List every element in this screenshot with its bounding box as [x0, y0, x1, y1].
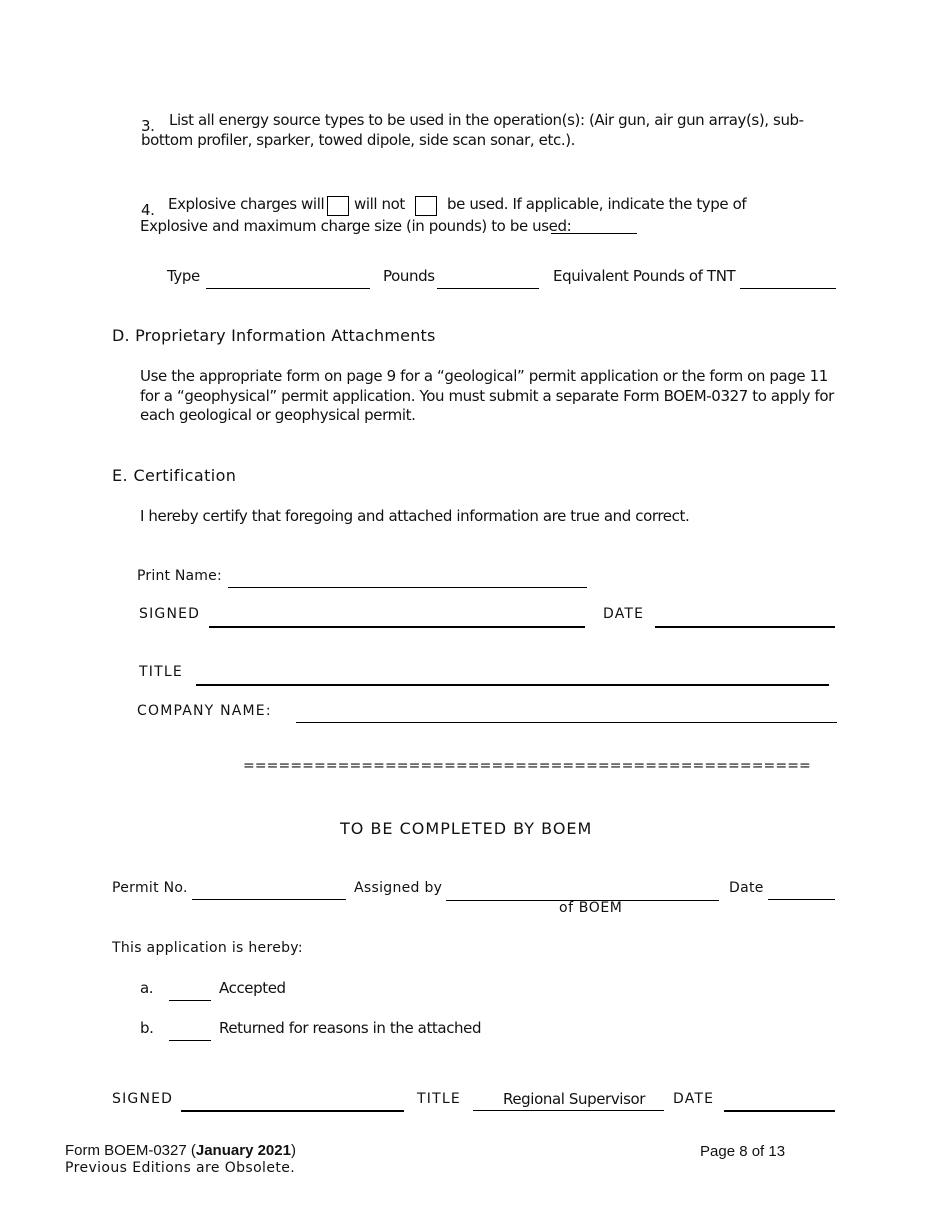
- obsolete-notice: Previous Editions are Obsolete.: [65, 1160, 296, 1176]
- tnt-label: Equivalent Pounds of TNT: [553, 267, 736, 285]
- option-a-letter: a.: [140, 979, 154, 997]
- form-id-text: Form BOEM-0327 (: [65, 1142, 196, 1159]
- title-field[interactable]: [196, 684, 829, 686]
- form-date: January 2021: [195, 1142, 291, 1159]
- certification-statement: I hereby certify that foregoing and attached information are true and correct.: [140, 507, 690, 525]
- signature-field[interactable]: [209, 626, 585, 628]
- form-id: [65, 1142, 296, 1159]
- page-number: Page 8 of 13: [700, 1143, 786, 1160]
- returned-field[interactable]: [169, 1040, 211, 1041]
- boem-title-field: [473, 1110, 664, 1111]
- type-label: Type: [167, 267, 200, 285]
- will-not-checkbox[interactable]: [415, 196, 437, 216]
- boem-heading: TO BE COMPLETED BY BOEM: [340, 819, 593, 838]
- type-field[interactable]: [206, 288, 370, 289]
- boem-date2-label: DATE: [673, 1091, 715, 1107]
- company-name-field[interactable]: [296, 722, 837, 723]
- item4-number: 4.: [141, 201, 155, 219]
- date-label: DATE: [603, 606, 645, 622]
- item4-suffix: be used. If applicable, indicate the type of: [447, 195, 747, 213]
- section-d-heading: D. Proprietary Information Attachments: [112, 326, 436, 345]
- max-charge-field[interactable]: [551, 233, 637, 234]
- boem-date2-field[interactable]: [724, 1110, 835, 1112]
- pounds-label: Pounds: [383, 267, 435, 285]
- item4-prefix: Explosive charges will: [168, 195, 325, 213]
- option-a-text: Accepted: [219, 979, 286, 997]
- accepted-field[interactable]: [169, 1000, 211, 1001]
- section-d-body: Use the appropriate form on page 9 for a “geological” permit application or the form on page 11 for a “geophysical” permit application. You must submit a separate Form BOEM-0327 to apply for each geological or geophysical permit.: [140, 367, 834, 424]
- boem-title-value: Regional Supervisor: [503, 1090, 646, 1108]
- option-b-letter: b.: [140, 1019, 154, 1037]
- item3-number: 3.: [141, 117, 155, 135]
- item3-text: List all energy source types to be used in the operation(s): (Air gun, air gun array(s), sub-bottom profiler, sparker, towed dipole, side scan sonar, etc.).: [141, 111, 804, 149]
- boem-date-label: Date: [729, 880, 764, 896]
- tnt-field[interactable]: [740, 288, 836, 289]
- boem-date-field[interactable]: [768, 899, 835, 900]
- assigned-by-label: Assigned by: [354, 880, 443, 896]
- separator: ================================================: [243, 758, 811, 774]
- hereby-label: This application is hereby:: [112, 940, 303, 956]
- print-name-label: Print Name:: [137, 568, 222, 584]
- print-name-field[interactable]: [228, 587, 587, 588]
- title-label: TITLE: [139, 664, 183, 680]
- of-boem-label: of BOEM: [559, 900, 623, 916]
- permit-no-field[interactable]: [192, 899, 346, 900]
- will-checkbox[interactable]: [327, 196, 349, 216]
- signed-label: SIGNED: [139, 606, 201, 622]
- date-field[interactable]: [655, 626, 835, 628]
- company-name-label: COMPANY NAME:: [137, 703, 272, 719]
- boem-title-label: TITLE: [417, 1091, 461, 1107]
- pounds-field[interactable]: [437, 288, 539, 289]
- permit-no-label: Permit No.: [112, 880, 188, 896]
- option-b-text: Returned for reasons in the attached: [219, 1019, 482, 1037]
- boem-signature-field[interactable]: [181, 1110, 404, 1112]
- item4-will-not: will not: [354, 195, 405, 213]
- boem-signed-label: SIGNED: [112, 1091, 174, 1107]
- item4-line2: Explosive and maximum charge size (in pounds) to be used:: [140, 217, 572, 235]
- form-id-close: ): [290, 1142, 296, 1159]
- section-e-heading: E. Certification: [112, 466, 237, 485]
